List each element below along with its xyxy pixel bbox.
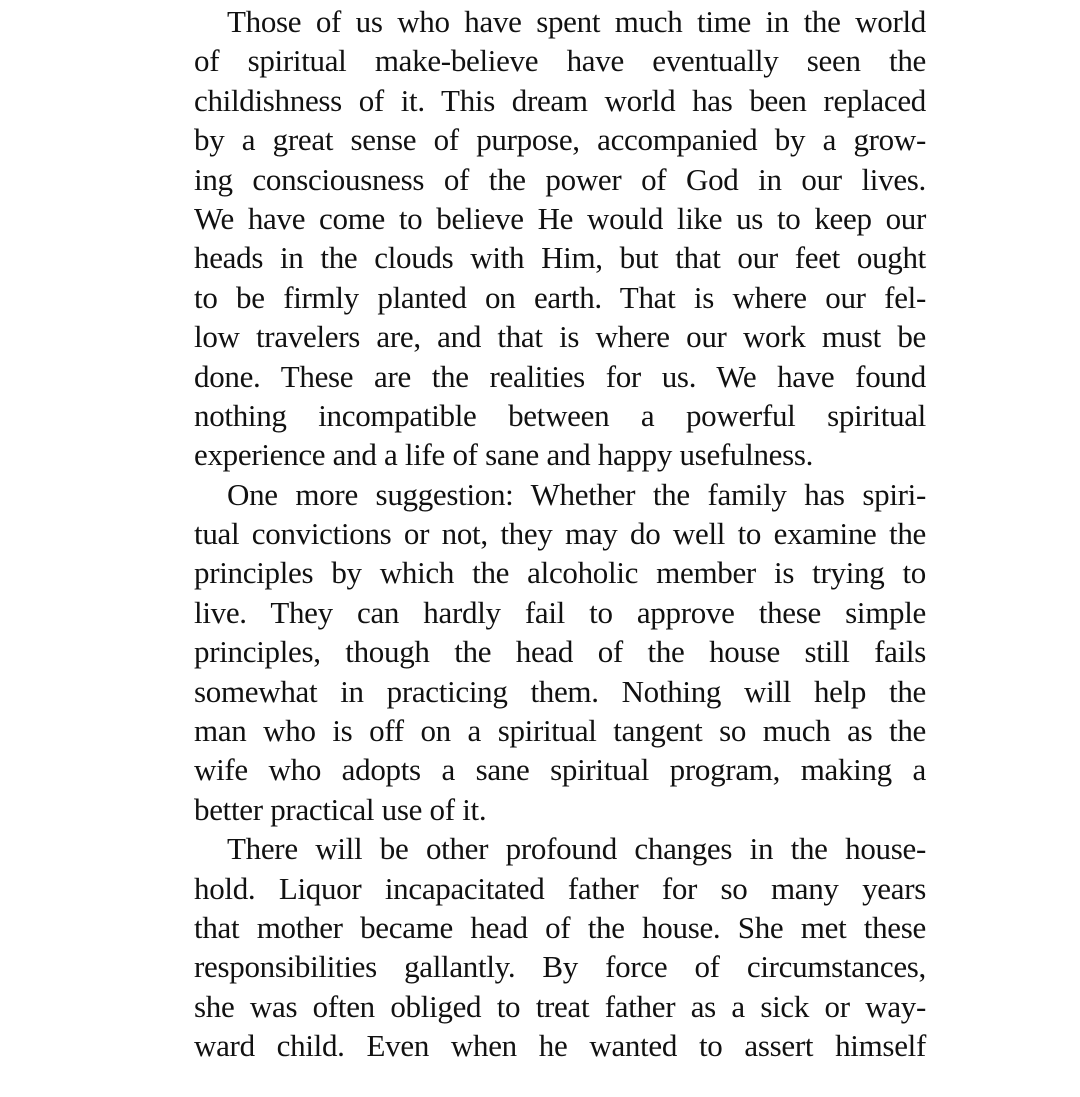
text-line: responsibilities gallantly. By force of circumstances, [194,949,926,985]
text-line: heads in the clouds with Him, but that our feet ought [194,240,926,276]
text-line: hold. Liquor incapacitated father for so many years [194,870,926,906]
text-line: One more suggestion: Whether the family has spiri- [227,476,926,512]
book-page [194,2,926,1066]
text-line: Those of us who have spent much time in the world [227,4,926,39]
paragraph-2 [194,475,926,830]
text-line: to be firmly planted on earth. That is where our fel- [194,279,926,315]
text-line: nothing incompatible between a powerful spiritual [194,397,926,433]
text-line: done. These are the realities for us. We have found [194,358,926,394]
text-line: somewhat in practicing them. Nothing will help the [194,673,926,709]
text-line: live. They can hardly fail to approve these simple [194,594,926,630]
text-line: she was often obliged to treat father as a sick or way- [194,988,926,1024]
text-line: ward child. Even when he wanted to assert himself [194,1028,926,1064]
text-line: experience and a life of sane and happy usefulness. [194,437,814,473]
text-line: that mother became head of the house. She met these [194,909,926,945]
text-line: There will be other profound changes in the house- [227,831,926,867]
text-line: principles by which the alcoholic member is trying to [194,555,926,591]
text-line: by a great sense of purpose, accompanied by a grow- [194,122,926,158]
text-line: man who is off on a spiritual tangent so much as the [194,713,926,749]
text-line: principles, though the head of the house still fails [194,634,926,670]
text-line: low travelers are, and that is where our work must be [194,319,926,355]
paragraph-1 [194,2,926,475]
text-line: We have come to believe He would like us to keep our [194,200,926,236]
text-line: better practical use of it. [194,791,487,827]
text-line: childishness of it. This dream world has been replaced [194,82,926,118]
text-line: wife who adopts a sane spiritual program, making a [194,752,926,788]
text-line: tual convictions or not, they may do well to examine the [194,516,926,552]
text-line: ing consciousness of the power of God in our lives. [194,161,926,197]
paragraph-3 [194,829,926,1065]
text-line: of spiritual make-believe have eventually seen the [194,43,926,79]
